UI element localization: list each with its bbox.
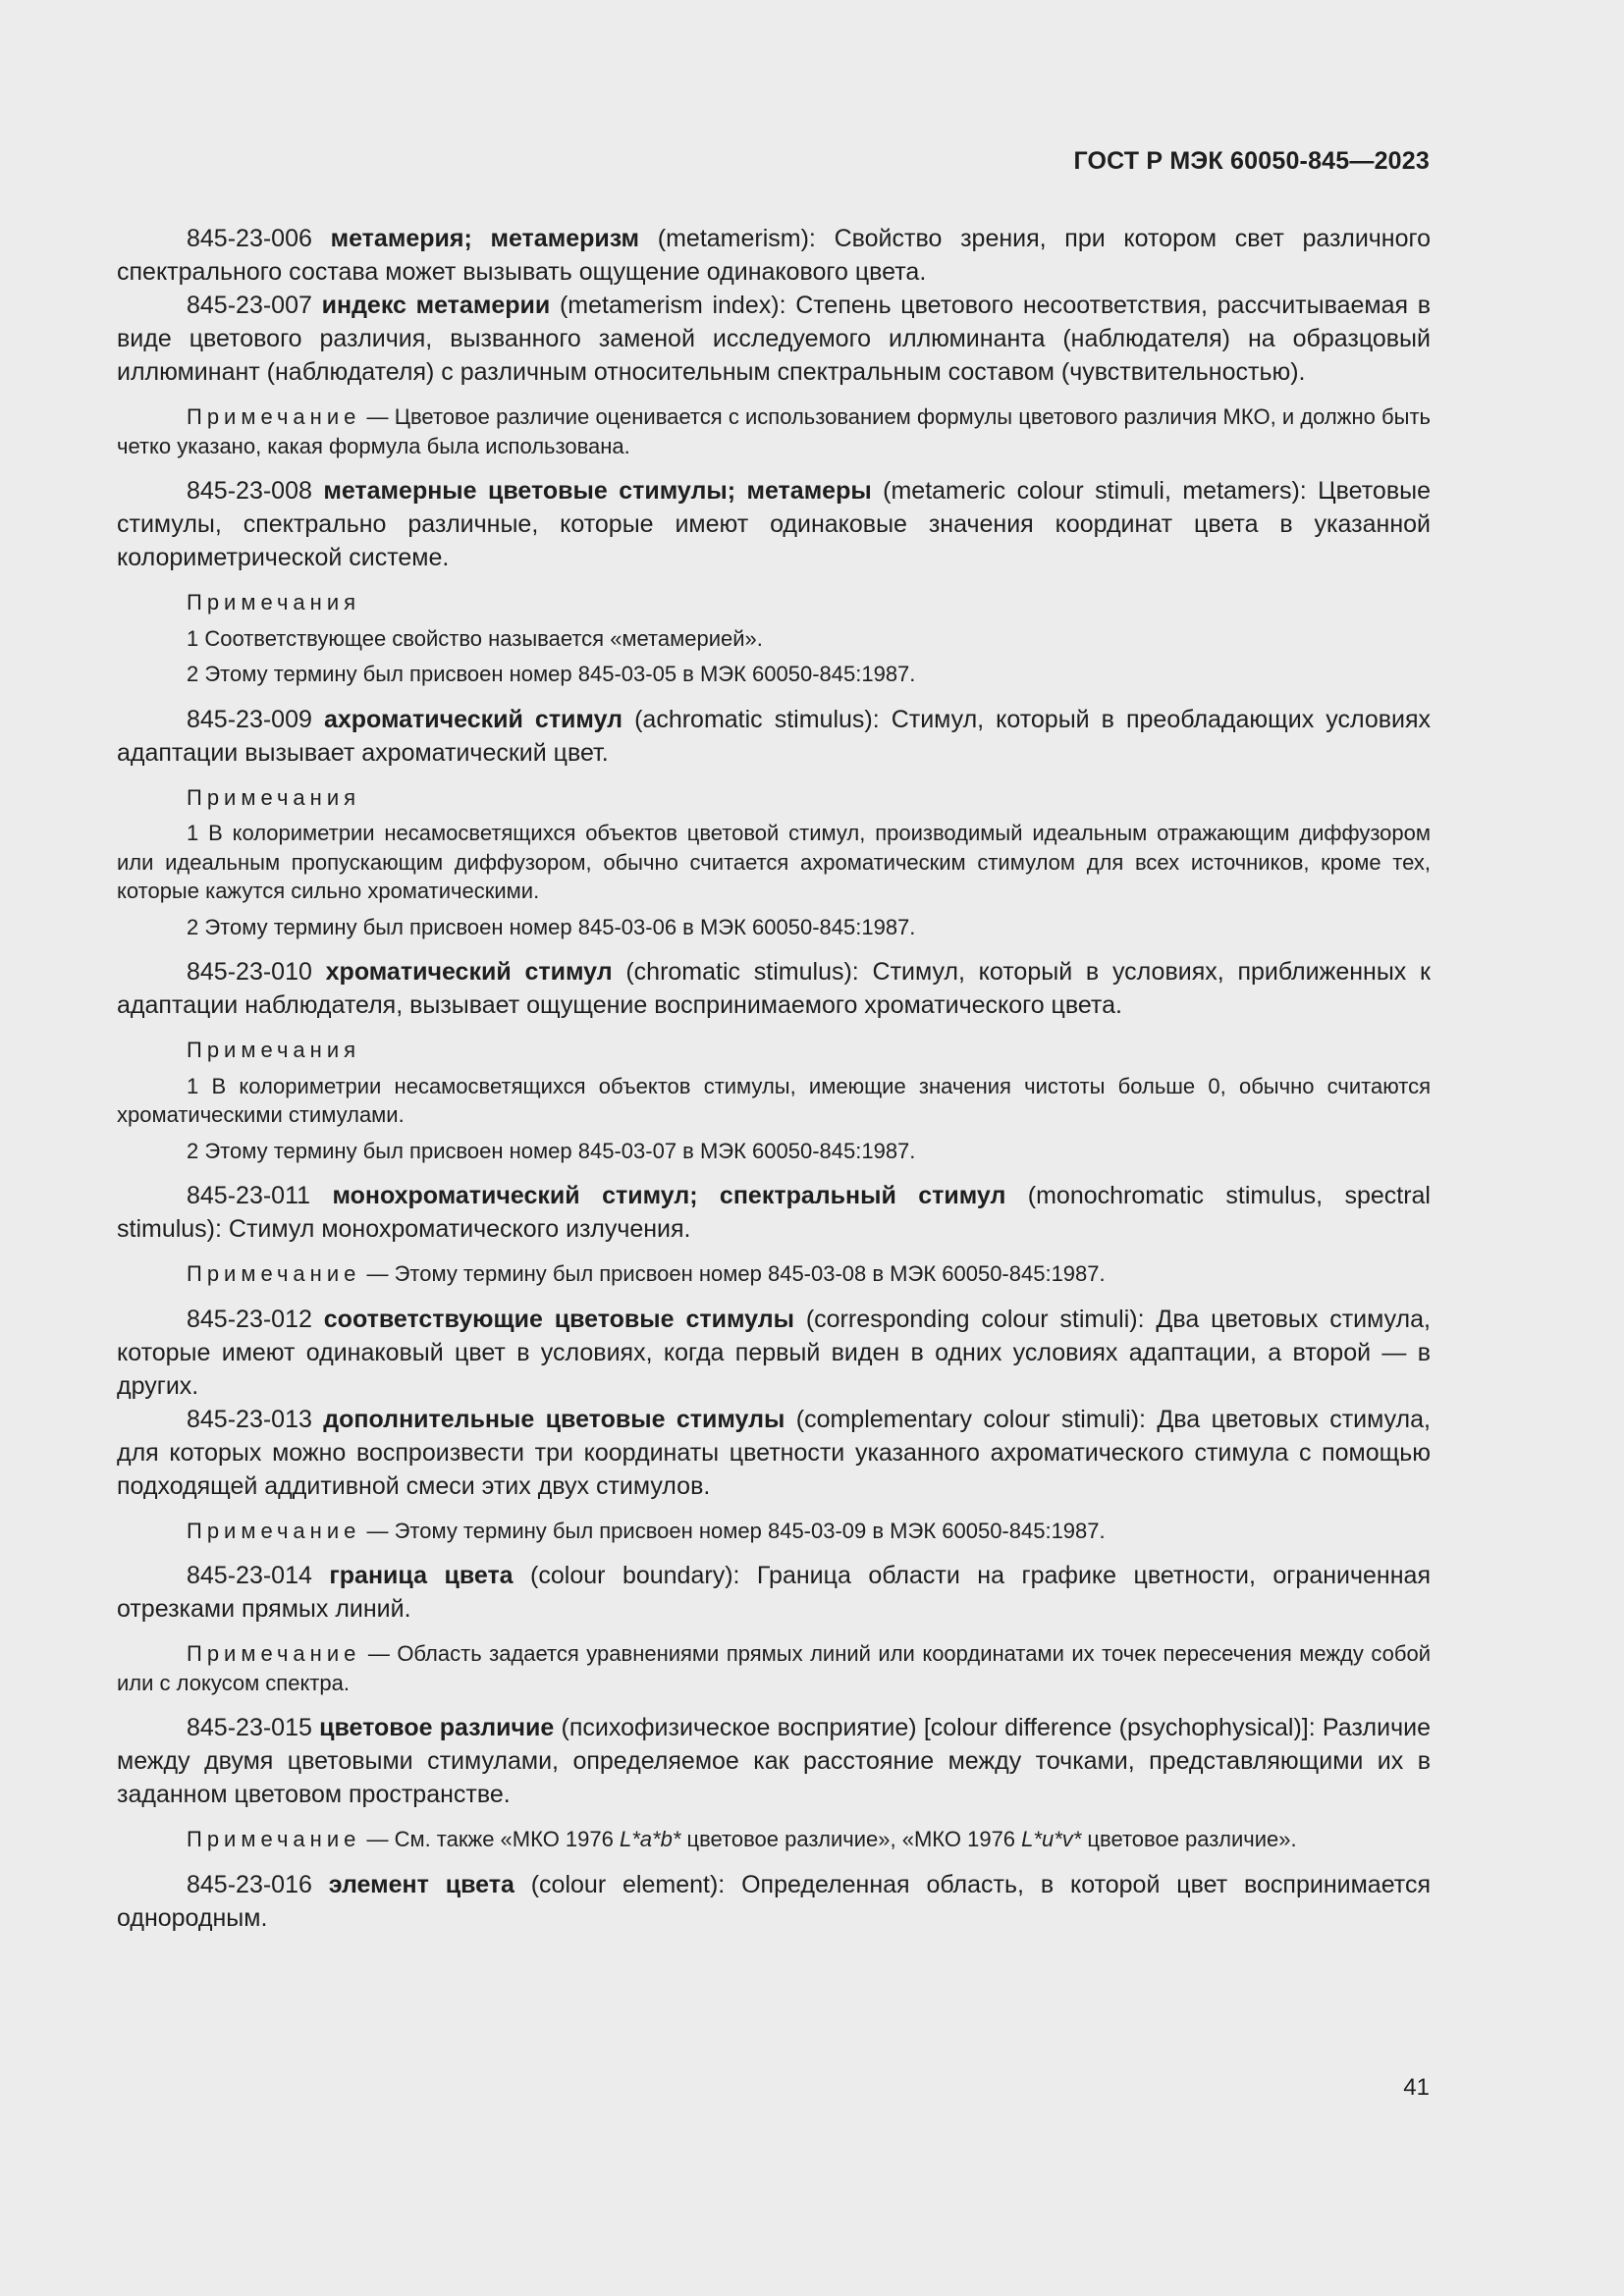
entry-845-23-013 — [117, 1403, 1431, 1503]
entry-definition: (corresponding colour stimuli): Два цветовых стимула, которые имеют одинаковый цвет в условиях, когда первый виден в одних условиях адаптации, а второй — в других. — [117, 1305, 1431, 1400]
note-text: — Цветовое различие оценивается с использованием формулы цветового различия МКО, и должно быть четко указано, какая формула была использована. — [117, 404, 1431, 458]
entry-845-23-016 — [117, 1868, 1431, 1935]
entry-term: дополнительные цветовые стимулы — [323, 1405, 785, 1433]
entry-number: 845-23-014 — [187, 1562, 312, 1589]
entry-definition: (chromatic stimulus): Стимул, который в условиях, приближенных к адаптации наблюдателя, вызывает ощущение воспринимаемого хроматического цвета. — [117, 958, 1431, 1019]
note-845-23-013 — [117, 1517, 1431, 1546]
entry-definition: (colour boundary): Граница области на графике цветности, ограниченная отрезками прямых линий. — [117, 1562, 1431, 1623]
notes-heading: Примечания — [187, 1038, 361, 1062]
notes-heading: Примечания — [187, 590, 361, 614]
note-text: — Область задается уравнениями прямых линий или координатами их точек пересечения между собой или с локусом спектра. — [117, 1641, 1431, 1695]
entry-term: индекс метамерии — [321, 292, 551, 319]
note-item: 2 Этому термину был присвоен номер 845-03-06 в МЭК 60050-845:1987. — [187, 914, 916, 939]
entry-number: 845-23-016 — [187, 1870, 312, 1898]
note-item: 1 В колориметрии несамосветящихся объектов цветовой стимул, производимый идеальным отражающим диффузором или идеальным пропускающим диффузором, обычно считается ахроматическим стимулом для всех источников, кроме тех, которые кажутся сильно хроматическими. — [117, 821, 1431, 903]
entry-number: 845-23-010 — [187, 958, 312, 986]
note-label: Примечание — [187, 1261, 361, 1286]
entry-845-23-015 — [117, 1711, 1431, 1811]
entry-number: 845-23-013 — [187, 1405, 312, 1433]
note-item: 2 Этому термину был присвоен номер 845-03-07 в МЭК 60050-845:1987. — [187, 1138, 916, 1163]
entry-number: 845-23-012 — [187, 1305, 312, 1333]
note-text: — Этому термину был присвоен номер 845-03-09 в МЭК 60050-845:1987. — [360, 1518, 1106, 1543]
entry-term: элемент цвета — [328, 1870, 514, 1898]
note-845-23-014 — [117, 1639, 1431, 1697]
entry-definition: (monochromatic stimulus, spectral stimulus): Стимул монохроматического излучения. — [117, 1182, 1431, 1243]
note-item: 2 Этому термину был присвоен номер 845-03-05 в МЭК 60050-845:1987. — [187, 662, 916, 686]
entry-term: соответствующие цветовые стимулы — [323, 1305, 794, 1333]
entry-845-23-011 — [117, 1179, 1431, 1246]
page-content — [117, 222, 1431, 1949]
formula-luv: L*u*v* — [1021, 1827, 1082, 1851]
entry-845-23-012 — [117, 1303, 1431, 1403]
entry-845-23-006 — [117, 222, 1431, 289]
entry-845-23-014 — [117, 1559, 1431, 1626]
standard-header: ГОСТ Р МЭК 60050-845—2023 — [1073, 147, 1430, 175]
entry-number: 845-23-006 — [187, 225, 312, 252]
note-text: — Этому термину был присвоен номер 845-03-08 в МЭК 60050-845:1987. — [360, 1261, 1106, 1286]
entry-term: монохроматический стимул; спектральный стимул — [332, 1182, 1006, 1209]
entry-845-23-007 — [117, 289, 1431, 389]
entry-definition: (colour element): Определенная область, в которой цвет воспринимается однородным. — [117, 1870, 1431, 1932]
entry-845-23-010 — [117, 955, 1431, 1022]
formula-lab: L*a*b* — [619, 1827, 681, 1851]
page-number: 41 — [1403, 2074, 1430, 2101]
entry-number: 845-23-007 — [187, 292, 312, 319]
entry-term: цветовое различие — [319, 1714, 555, 1741]
note-label: Примечание — [187, 404, 361, 429]
entry-term: метамерия; метамеризм — [330, 225, 640, 252]
note-text: цветовое различие», «МКО 1976 — [680, 1827, 1022, 1851]
entry-number: 845-23-008 — [187, 477, 312, 505]
note-label: Примечание — [187, 1518, 361, 1543]
note-text: цветовое различие». — [1081, 1827, 1297, 1851]
entry-term: граница цвета — [329, 1562, 514, 1589]
note-item: 1 В колориметрии несамосветящихся объектов стимулы, имеющие значения чистоты больше 0, обычно считаются хроматическими стимулами. — [117, 1073, 1431, 1127]
entry-term: хроматический стимул — [325, 958, 613, 986]
note-item: 1 Соответствующее свойство называется «метамерией». — [187, 625, 763, 651]
entry-number: 845-23-015 — [187, 1714, 312, 1741]
entry-definition: (психофизическое восприятие) [colour difference (psychophysical)]: Различие между двумя цветовыми стимулами, определяемое как расстояние между точками, представляющими их в заданном цветовом пространстве. — [117, 1714, 1431, 1808]
entry-definition: (metamerism index): Степень цветового несоответствия, рассчитываемая в виде цветового различия, вызванного заменой исследуемого иллюминанта (наблюдателя) на образцовый иллюминант (наблюдателя) с различным относительным спектральным составом (чувствительностью). — [117, 292, 1432, 386]
note-label: Примечание — [187, 1827, 361, 1851]
entry-845-23-008 — [117, 474, 1431, 574]
entry-845-23-009 — [117, 703, 1431, 770]
entry-definition: (metamerism): Свойство зрения, при котором свет различного спектрального состава может вызывать ощущение одинакового цвета. — [117, 225, 1431, 286]
entry-number: 845-23-009 — [187, 705, 312, 733]
note-845-23-007 — [117, 402, 1431, 460]
note-label: Примечание — [187, 1641, 361, 1666]
entry-definition: (complementary colour stimuli): Два цветовых стимула, для которых можно воспроизвести три координаты цветности указанного ахроматического стимула с помощью подходящей аддитивной смеси этих двух стимулов. — [117, 1405, 1431, 1500]
notes-heading: Примечания — [187, 784, 361, 810]
note-845-23-011 — [117, 1259, 1431, 1289]
entry-number: 845-23-011 — [187, 1182, 311, 1209]
entry-term: ахроматический стимул — [323, 705, 623, 733]
note-text: — См. также «МКО 1976 — [360, 1827, 620, 1851]
entry-term: метамерные цветовые стимулы; метамеры — [323, 477, 872, 505]
entry-definition: (achromatic stimulus): Стимул, который в преобладающих условиях адаптации вызывает ахроматический цвет. — [117, 705, 1432, 767]
note-845-23-015 — [117, 1825, 1431, 1854]
entry-definition: (metameric colour stimuli, metamers): Цветовые стимулы, спектрально различные, которые имеют одинаковые значения координат цвета в указанной колориметрической системе. — [117, 477, 1431, 571]
